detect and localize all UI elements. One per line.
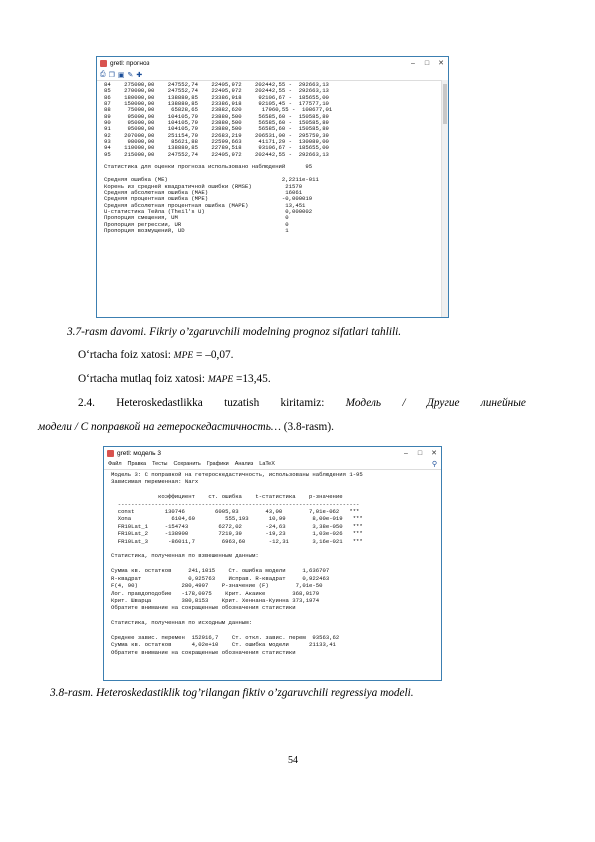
maximize-icon[interactable]: □ <box>424 59 430 67</box>
model-output-line: const 130746 6005,03 43,00 7,01e-062 *** <box>111 508 360 516</box>
mpe-line <box>78 349 233 361</box>
paragraph-2-4-line1 <box>78 397 526 409</box>
menu-file[interactable]: Файл <box>108 461 122 467</box>
menu-path-2: / <box>402 397 406 409</box>
window-title: gretl: прогноз <box>110 59 150 67</box>
forecast-row-line: 88 75000,00 65828,65 23882,620 17960,55 - 108677,01 <box>104 106 333 114</box>
menu-path-3: Другие <box>426 397 460 409</box>
menu-save[interactable]: Сохранить <box>173 461 201 467</box>
model-output-line: Зависимая переменная: Narx <box>111 478 199 486</box>
stats-row-line: U-статистика Тейла (Theil's U) 0,000002 <box>104 207 313 215</box>
word-3: kiritamiz: <box>280 397 325 409</box>
model-output-line: FR10Lat_2 -138900 7219,39 -19,23 1,03e-026 *** <box>111 530 363 538</box>
section-number: 2.4. <box>78 397 95 409</box>
gretl-forecast-window <box>96 56 449 318</box>
word-1: Heteroskedastlikka <box>116 397 203 409</box>
model-output-line: FR10Lat_1 -154743 6272,02 -24,63 3,38e-050 *** <box>111 522 363 530</box>
mpe-period: . <box>230 349 234 361</box>
forecast-row-line: 93 98000,00 85621,88 22599,663 41171,29 - 130089,00 <box>104 138 329 146</box>
stats-row-line: Средняя абсолютная процентная ошибка (MAPE) 13,451 <box>104 201 306 209</box>
model-output-line: ------------------------------------------------------------------------ <box>111 500 360 508</box>
window-title: gretl: модель 3 <box>117 449 161 457</box>
maximize-icon[interactable]: □ <box>417 449 423 457</box>
model-output-line: Обратите внимание на сокращенные обозначения статистики <box>111 604 296 612</box>
figure-caption-3-8: 3.8-rasm. Heteroskedastiklik tog’rilangan fiktiv o’zgaruvchili regressiya modeli. <box>50 687 414 699</box>
forecast-row-line: 90 95000,00 104105,79 23880,500 56585,60 - 150585,89 <box>104 119 329 127</box>
model-output <box>104 470 441 656</box>
window-titlebar <box>104 447 441 459</box>
model-output-line <box>111 612 441 619</box>
model-output-line: Обратите внимание на сокращенные обозначения статистики <box>111 648 296 656</box>
forecast-row-line: 95 215000,00 247552,74 22405,972 202442,55 - 292663,13 <box>104 150 329 158</box>
model-output-line <box>111 545 441 552</box>
minimize-icon[interactable]: – <box>404 449 408 457</box>
menu-path-1: Модель <box>345 397 382 409</box>
mape-period: . <box>267 373 271 385</box>
vertical-scrollbar[interactable] <box>441 80 448 317</box>
menu-graphs[interactable]: Графики <box>206 461 229 467</box>
model-output-line: Xona 6104,60 555,193 10,99 8,00e-019 *** <box>111 515 363 523</box>
edit-icon[interactable]: ✎ <box>127 70 134 79</box>
forecast-row-line: 84 275000,00 247552,74 22405,972 202442,55 - 292663,13 <box>104 81 329 88</box>
menu-latex[interactable]: LaTeX <box>259 461 275 467</box>
mape-variable: MAPE <box>207 375 234 385</box>
stats-row-line: Корень из средней квадратичной ошибки (RMSE) 21570 <box>104 182 303 190</box>
search-icon[interactable]: ⚲ <box>431 461 437 468</box>
forecast-row-line: 94 110000,00 138880,85 22789,518 93106,67 - 185655,00 <box>104 144 329 152</box>
figure-reference: (3.8-rasm). <box>280 421 334 433</box>
menu-analysis[interactable]: Анализ <box>234 461 254 467</box>
word-2: tuzatish <box>224 397 260 409</box>
gretl-model-window <box>103 446 442 681</box>
menu-path-4: линейные <box>480 397 526 409</box>
forecast-output <box>97 81 448 234</box>
figure-caption-3-7: 3.7-rasm davomi. Fikriy o’zgaruvchili modelning prognoz sifatlari tahlili. <box>67 326 402 338</box>
model-output-line: Среднее завис. перемен 152916,7 Ст. откл. завис. перем 93563,62 <box>111 633 340 641</box>
model-output-line: Сумма кв. остатков 241,1015 Ст. ошибка модели 1,636707 <box>111 567 330 575</box>
stats-row-line: Пропорция смещения, UM 0 <box>104 214 289 222</box>
forecast-row-line: 87 150000,00 138880,85 23386,918 92105,45 - 177577,10 <box>104 100 329 108</box>
model-output-line <box>111 486 441 493</box>
add-icon[interactable]: ✚ <box>136 70 143 79</box>
menu-path-continued: модели / С поправкой на гетероскедастичность… <box>38 421 281 433</box>
model-output-line: FR10Lat_3 -86011,7 6963,60 -12,31 3,16e-021 *** <box>111 537 363 545</box>
copy-icon[interactable]: ❐ <box>108 70 115 79</box>
model-output-line <box>111 627 441 634</box>
model-output-line: Лог. правдоподобие -178,0075 Крит. Акаике 368,0179 <box>111 589 320 597</box>
stats-row-line: Средняя ошибка (ME) 2,2211e-011 <box>104 176 319 184</box>
stats-row-line: Средняя процентная ошибка (MPE) -0,000019 <box>104 195 313 203</box>
mpe-variable: MPE <box>173 351 194 361</box>
close-icon[interactable]: ✕ <box>431 450 437 457</box>
mpe-equation: = –0,07 <box>193 349 231 361</box>
page-number: 54 <box>288 755 298 766</box>
model-output-line: F(4, 90) 280,4997 Р-значение (F) 7,01e-50 <box>111 582 323 590</box>
save-icon[interactable]: ▣ <box>117 70 125 79</box>
stats-row-line: Пропорция регрессии, UR 0 <box>104 220 289 228</box>
forecast-row-line: 86 180000,00 138880,85 23386,918 92106,67 - 185655,00 <box>104 93 329 101</box>
model-output-line <box>111 560 441 567</box>
forecast-row-line: 89 95000,00 104105,79 23880,500 56585,60 - 150585,89 <box>104 112 329 120</box>
menu-tests[interactable]: Тесты <box>152 461 168 467</box>
gretl-app-icon <box>107 450 114 457</box>
paragraph-2-4-line2 <box>38 421 334 433</box>
close-icon[interactable]: ✕ <box>438 60 444 67</box>
forecast-row-line: 85 270000,00 247552,74 22405,972 202442,55 - 292663,13 <box>104 87 329 95</box>
print-icon[interactable]: ⎙ <box>100 70 106 78</box>
toolbar <box>97 69 448 81</box>
forecast-row-line: 91 95000,00 104105,79 23880,500 56585,60 - 150585,89 <box>104 125 329 133</box>
model-output-line: коэффициент ст. ошибка t-статистика р-значение <box>111 493 343 501</box>
forecast-row-line: 92 207000,00 251154,70 22683,219 206531,00 - 295759,39 <box>104 131 329 139</box>
menubar <box>104 459 441 470</box>
menu-edit[interactable]: Правка <box>127 461 147 467</box>
minimize-icon[interactable]: – <box>411 59 415 67</box>
stats-header-line: Статистика для оценки прогноза использовано наблюдений 95 <box>104 163 313 171</box>
model-output-line: Модель 3: С поправкой на гетероскедастичность, использованы наблюдения 1-95 <box>111 471 363 478</box>
mape-equation: =13,45 <box>233 373 268 385</box>
mape-line <box>78 373 271 385</box>
mpe-label: O‘rtacha foiz xatosi: <box>78 349 174 361</box>
stats-row-line: Средняя абсолютная ошибка (MAE) 16061 <box>104 188 303 196</box>
model-output-line: Сумма кв. остатков 4,02e+10 Ст. ошибка модели 21133,41 <box>111 641 336 649</box>
model-output-line: Статистика, полученная по исходным данным: <box>111 619 252 627</box>
model-output-line: Статистика, полученная по взвешенным данным: <box>111 552 259 560</box>
model-output-line: Крит. Шварца 380,8153 Крит. Хеннана-Куинна 373,1974 <box>111 596 320 604</box>
mape-label: O‘rtacha mutlaq foiz xatosi: <box>78 373 208 385</box>
model-output-line: R-квадрат 0,925763 Исправ. R-квадрат 0,922463 <box>111 574 330 582</box>
gretl-app-icon <box>100 60 107 67</box>
window-titlebar <box>97 57 448 69</box>
stats-row-line: Пропорция возмущений, UD 1 <box>104 226 289 234</box>
